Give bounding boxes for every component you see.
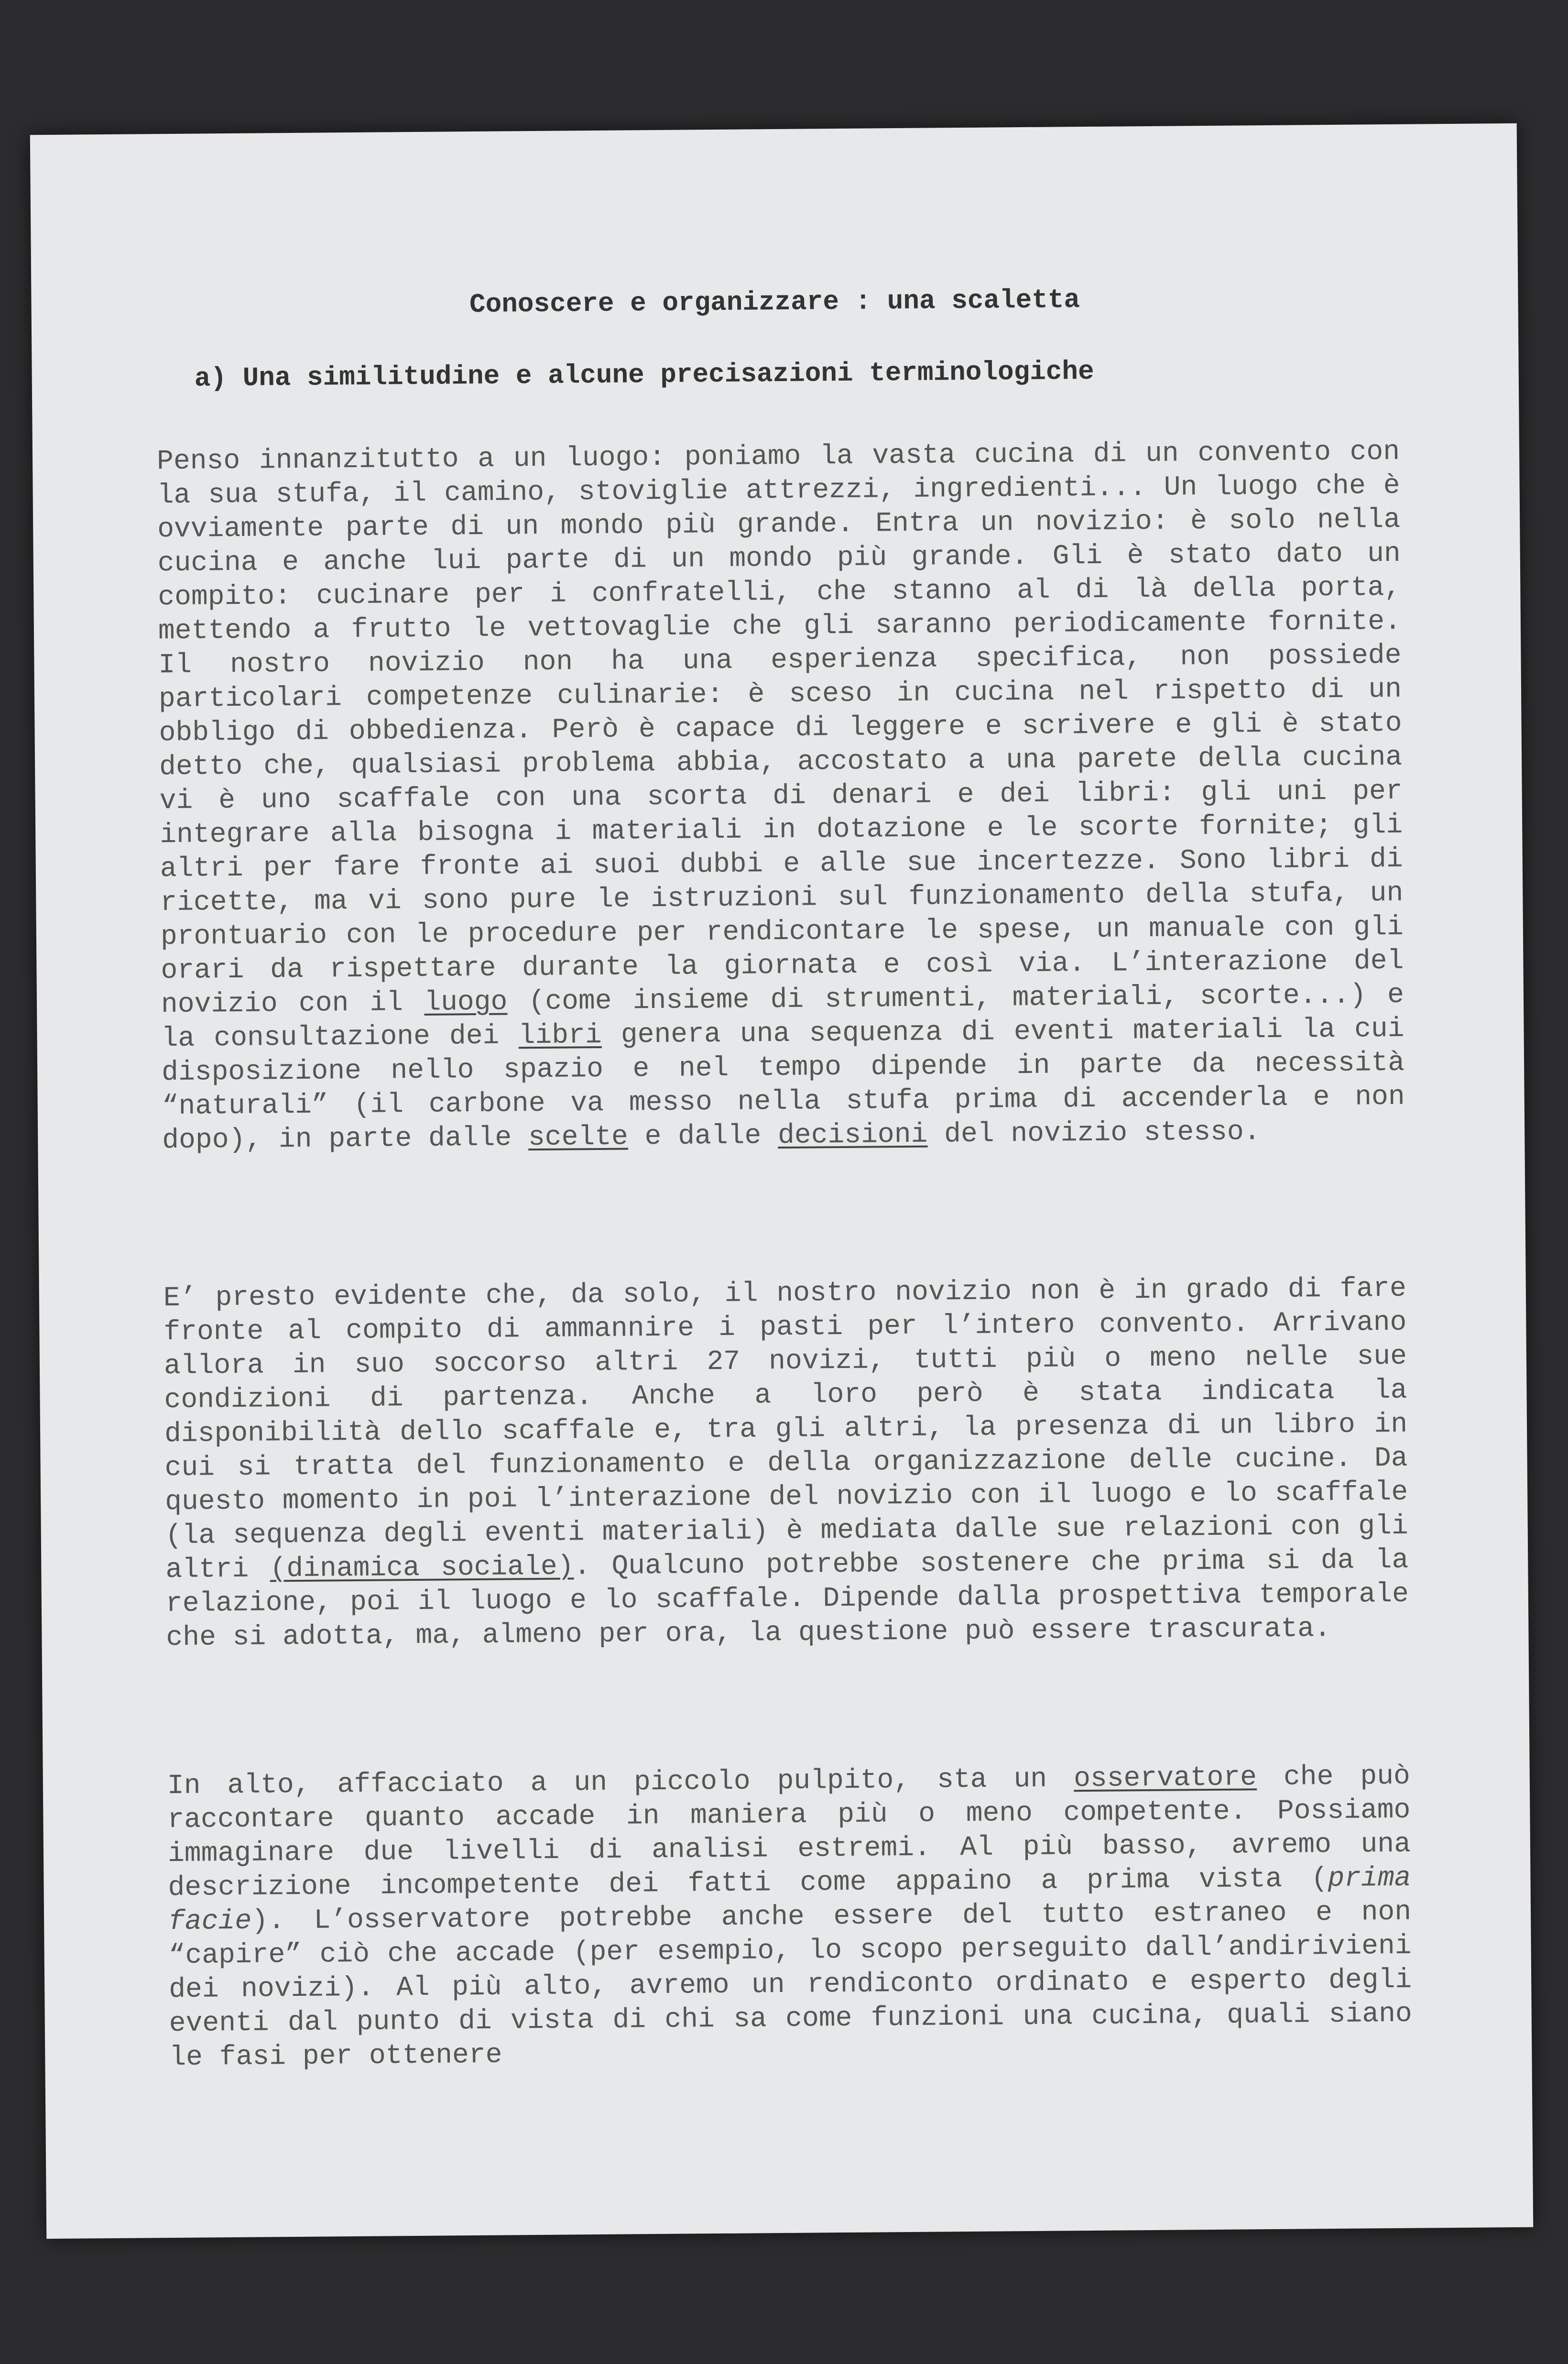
- section-heading: a) Una similitudine e alcune precisazioni terminologiche: [194, 356, 1094, 394]
- italic-prima-facie: prima facie: [168, 1862, 1411, 1938]
- paragraph-1: Penso innanzitutto a un luogo: poniamo la vasta cucina di un convento con la sua stufa, il camino, stoviglie attrezzi, ingredienti... Un luogo che è ovviamente parte di un mondo più grande. Entra un novizio: è solo nella cucina e anche lui parte di un mondo più grande. Gli è stato dato un compito: cucinare per i confratelli, che stanno al di là della porta, mettendo a frutto le vettovaglie che gli saranno periodicamente fornite. Il nostro novizio non ha una esperienza specifica, non possiede particolari competenze culinarie: è sceso in cucina nel rispetto di un obbligo di obbedienza. Però è capace di leggere e scrivere e gli è stato detto che, qualsiasi problema abbia, accostato a una parete della cucina vi è uno scaffale con una scorta di denari e dei libri: gli uni per integrare alla bisogna i materiali in dotazione e le scorte fornite; gli altri per fare fronte ai suoi dubbi e alle sue incertezze. Sono libri di ricette, ma vi sono pure le istruzioni sul funzionamento della stufa, un prontuario con le procedure per rendicontare le spese, un manuale con gli orari da rispettare durante la giornata e così via. L’interazione del novizio con il luogo (come insieme di strumenti, materiali, scorte...) e la consultazione dei libri genera una sequenza di eventi materiali la cui disposizione nello spazio e nel tempo dipende in parte da necessità “naturali” (il carbone va messo nella stufa prima di accenderla e non dopo), in parte dalle scelte e dalle decisioni del novizio stesso.: [156, 436, 1405, 1157]
- underlined-osservatore: osservatore: [1073, 1762, 1257, 1795]
- underlined-luogo: luogo: [424, 986, 508, 1018]
- paragraph-2: E’ presto evidente che, da solo, il nostro novizio non è in grado di fare fronte al compito di ammannire i pasti per l’intero convento. Arrivano allora in suo soccorso altri 27 novizi, tutti più o meno nelle sue condizioni di partenza. Anche a loro però è stata indicata la disponibilità dello scaffale e, tra gli altri, la presenza di un libro in cui si tratta del funzionamento e della organizzazione delle cucine. Da questo momento in poi l’interazione del novizio con il luogo e lo scaffale (la sequenza degli eventi materiali) è mediata dalle sue relazioni con gli altri (dinamica sociale). Qualcuno potrebbe sostenere che prima si da la relazione, poi il luogo e lo scaffale. Dipende dalla prospettiva temporale che si adotta, ma, almeno per ora, la questione può essere trascurata.: [163, 1273, 1409, 1654]
- underlined-decisioni: decisioni: [777, 1119, 928, 1152]
- underlined-libri: libri: [518, 1019, 602, 1052]
- document-title: Conoscere e organizzare : una scaletta: [469, 285, 1080, 320]
- underlined-dinamica-sociale: (dinamica sociale): [270, 1551, 574, 1585]
- paper-sheet: [30, 123, 1533, 2239]
- paragraph-3: In alto, affacciato a un piccolo pulpito, sta un osservatore che può raccontare quanto accade in maniera più o meno competente. Possiamo immaginare due livelli di analisi estremi. Al più basso, avremo una descrizione incompetente dei fatti come appaino a prima vista (prima facie). L’osservatore potrebbe anche essere del tutto estraneo e non “capire” ciò che accade (per esempio, lo scopo perseguito dall’andirivieni dei novizi). Al più alto, avremo un rendiconto ordinato e esperto degli eventi dal punto di vista di chi sa come funzioni una cucina, quali siano le fasi per ottenere: [167, 1761, 1412, 2074]
- underlined-scelte: scelte: [528, 1121, 629, 1154]
